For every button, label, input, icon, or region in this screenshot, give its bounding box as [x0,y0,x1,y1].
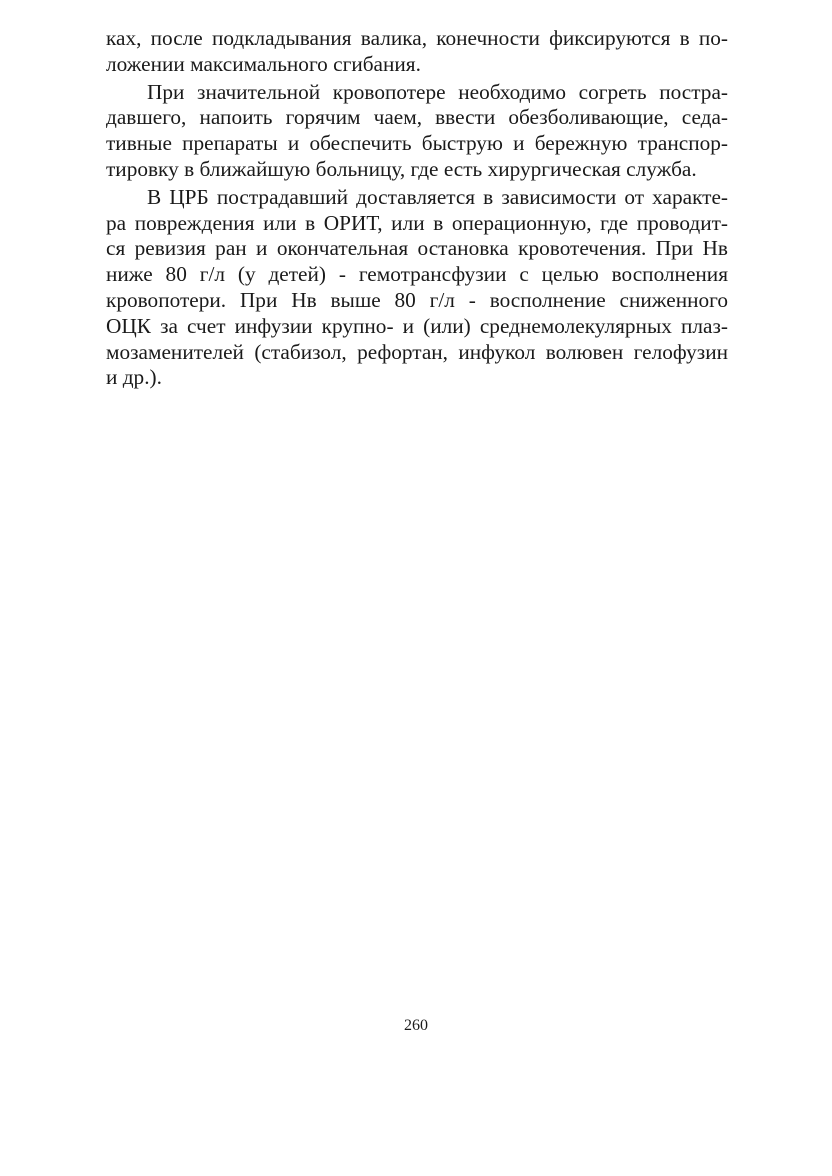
text-line: мозаменителей (стабизол, рефортан, инфукол волювен гелофузин [106,339,728,364]
page-number: 260 [404,1017,428,1034]
paragraph [106,26,728,78]
text-line: ОЦК за счет инфузии крупно- и (или) среднемолекулярных плаз- [106,313,728,338]
text-line: кровопотери. При Нв выше 80 г/л - восполнение сниженного [106,287,728,312]
text-line: ках, после подкладывания валика, конечности фиксируются в по- [106,26,728,50]
paragraph [106,185,728,391]
text-line: и др.). [106,365,162,390]
text-line: В ЦРБ пострадавший доставляется в зависимости от характе- [147,184,728,209]
text-line: тивные препараты и обеспечить быструю и бережную транспор- [106,131,728,156]
text-line: ся ревизия ран и окончательная остановка кровотечения. При Нв [106,236,728,261]
text-line: тировку в ближайшую больницу, где есть хирургическая служба. [106,156,697,181]
text-line: давшего, напоить горячим чаем, ввести обезболивающие, седа- [106,105,728,130]
text-line: ложении максимального сгибания. [106,51,421,76]
text-line: ниже 80 г/л (у детей) - гемотрансфузии с целью восполнения [106,262,728,287]
page-body [106,26,728,391]
paragraph [106,80,728,183]
text-line: ра повреждения или в ОРИТ, или в операционную, где проводит- [106,210,728,235]
text-line: При значительной кровопотере необходимо согреть постра- [147,79,728,104]
